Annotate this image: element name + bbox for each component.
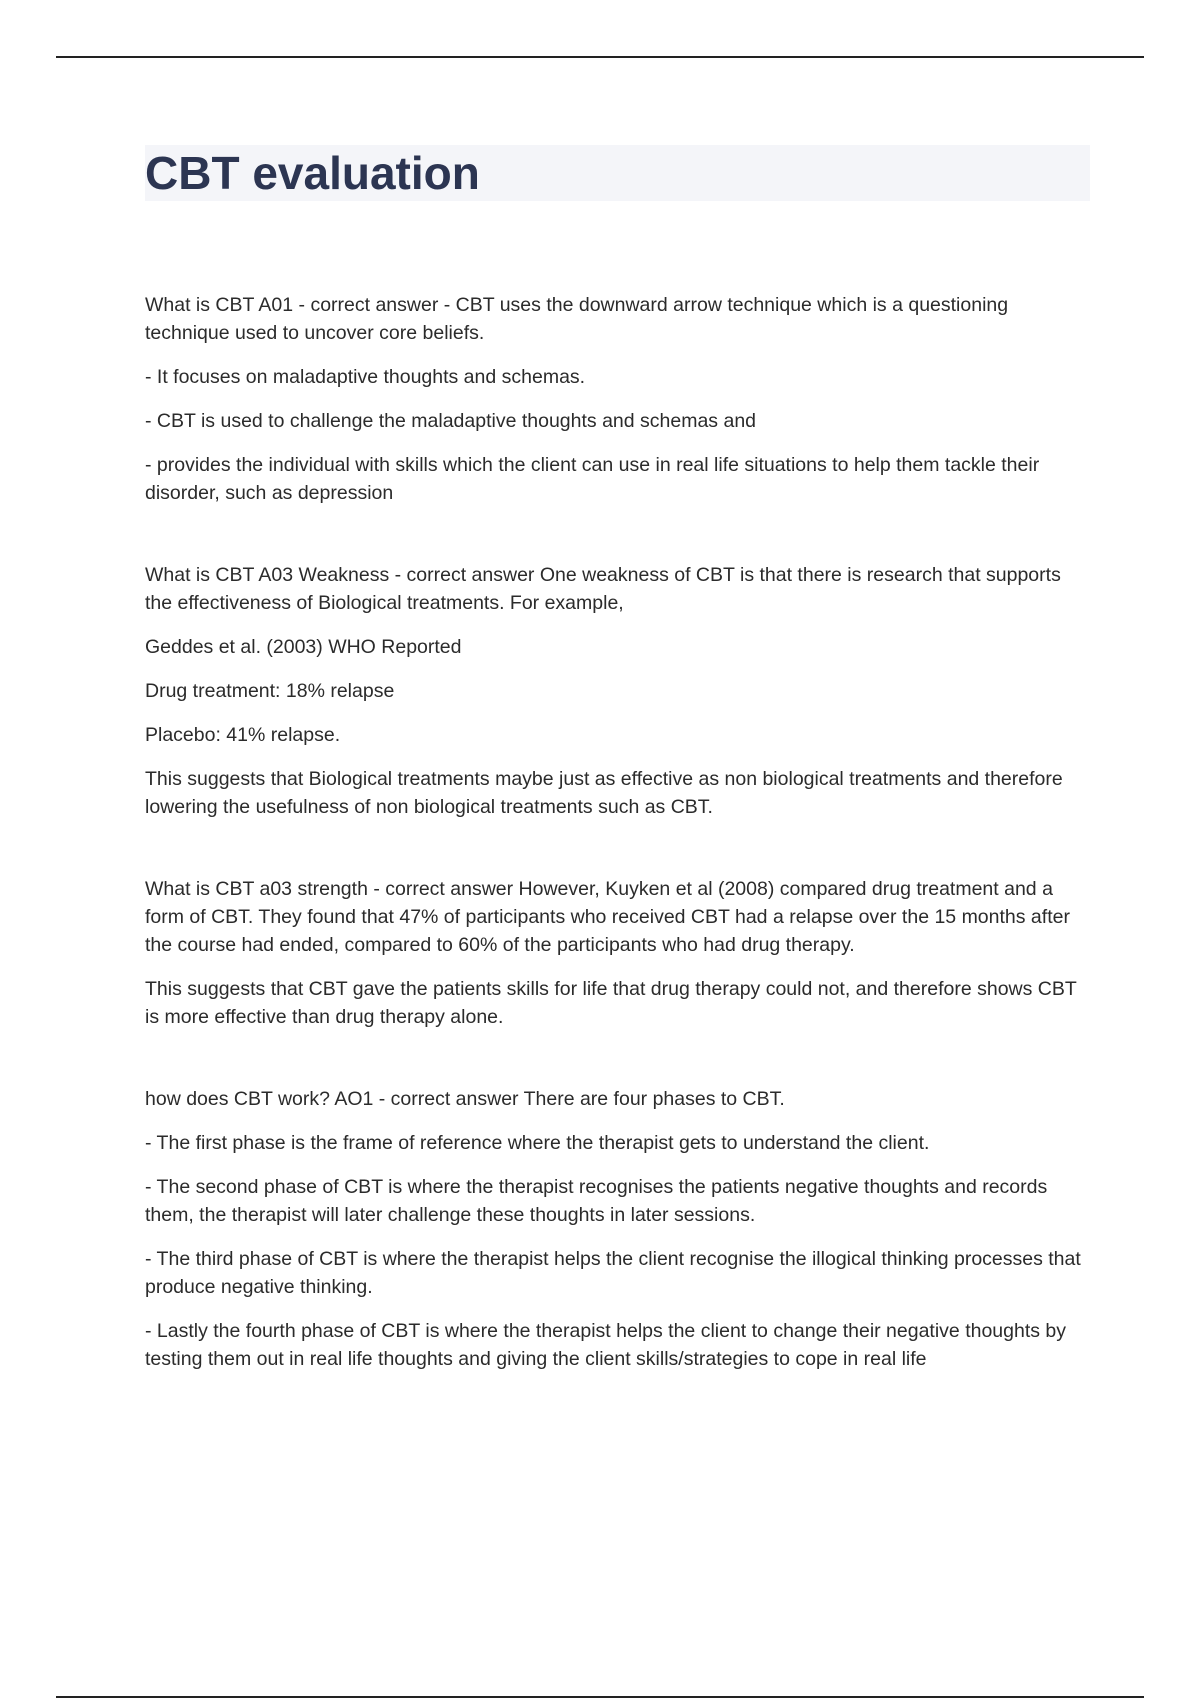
section-cbt-ao1 [145,291,1090,507]
bottom-divider [56,1696,1144,1698]
title-banner [145,145,1090,201]
paragraph: What is CBT A03 Weakness - correct answer One weakness of CBT is that there is research that supports the effectiveness of Biological treatments. For example, [145,564,1061,614]
section-cbt-ao3-weakness [145,561,1090,821]
paragraph: how does CBT work? AO1 - correct answer There are four phases to CBT. [145,1088,785,1110]
paragraph: - Lastly the fourth phase of CBT is where the therapist helps the client to change their negative thoughts by testing them out in real life thoughts and giving the client skills/strategies to cope in real life [145,1320,1067,1370]
paragraph: - The second phase of CBT is where the therapist recognises the patients negative thoughts and records them, the therapist will later challenge these thoughts in later sessions. [145,1176,1048,1226]
paragraph: Drug treatment: 18% relapse [145,680,395,702]
paragraph: What is CBT a03 strength - correct answer However, Kuyken et al (2008) compared drug treatment and a form of CBT. They found that 47% of participants who received CBT had a relapse over the 15 months after the course had ended, compared to 60% of the participants who had drug therapy. [145,878,1070,956]
section-cbt-ao3-strength [145,875,1090,1031]
paragraph: - CBT is used to challenge the maladaptive thoughts and schemas and [145,410,757,432]
paragraph: Placebo: 41% relapse. [145,724,341,746]
top-divider [56,56,1144,58]
paragraph: - The third phase of CBT is where the therapist helps the client recognise the illogical thinking processes that produce negative thinking. [145,1248,1081,1298]
paragraph: This suggests that CBT gave the patients skills for life that drug therapy could not, and therefore shows CBT is more effective than drug therapy alone. [145,978,1077,1028]
paragraph: What is CBT A01 - correct answer - CBT uses the downward arrow technique which is a questioning technique used to uncover core beliefs. [145,294,1009,344]
sections [145,291,1090,1373]
paragraph: - The first phase is the frame of reference where the therapist gets to understand the client. [145,1132,930,1154]
section-how-cbt-works [145,1085,1090,1373]
paragraph: Geddes et al. (2003) WHO Reported [145,636,462,658]
page-title: CBT evaluation [145,147,480,199]
paragraph: - It focuses on maladaptive thoughts and schemas. [145,366,586,388]
paragraph: This suggests that Biological treatments maybe just as effective as non biological treatments and therefore lowering the usefulness of non biological treatments such as CBT. [145,768,1063,818]
document-body [145,145,1090,1427]
paragraph: - provides the individual with skills which the client can use in real life situations to help them tackle their disorder, such as depression [145,454,1040,504]
